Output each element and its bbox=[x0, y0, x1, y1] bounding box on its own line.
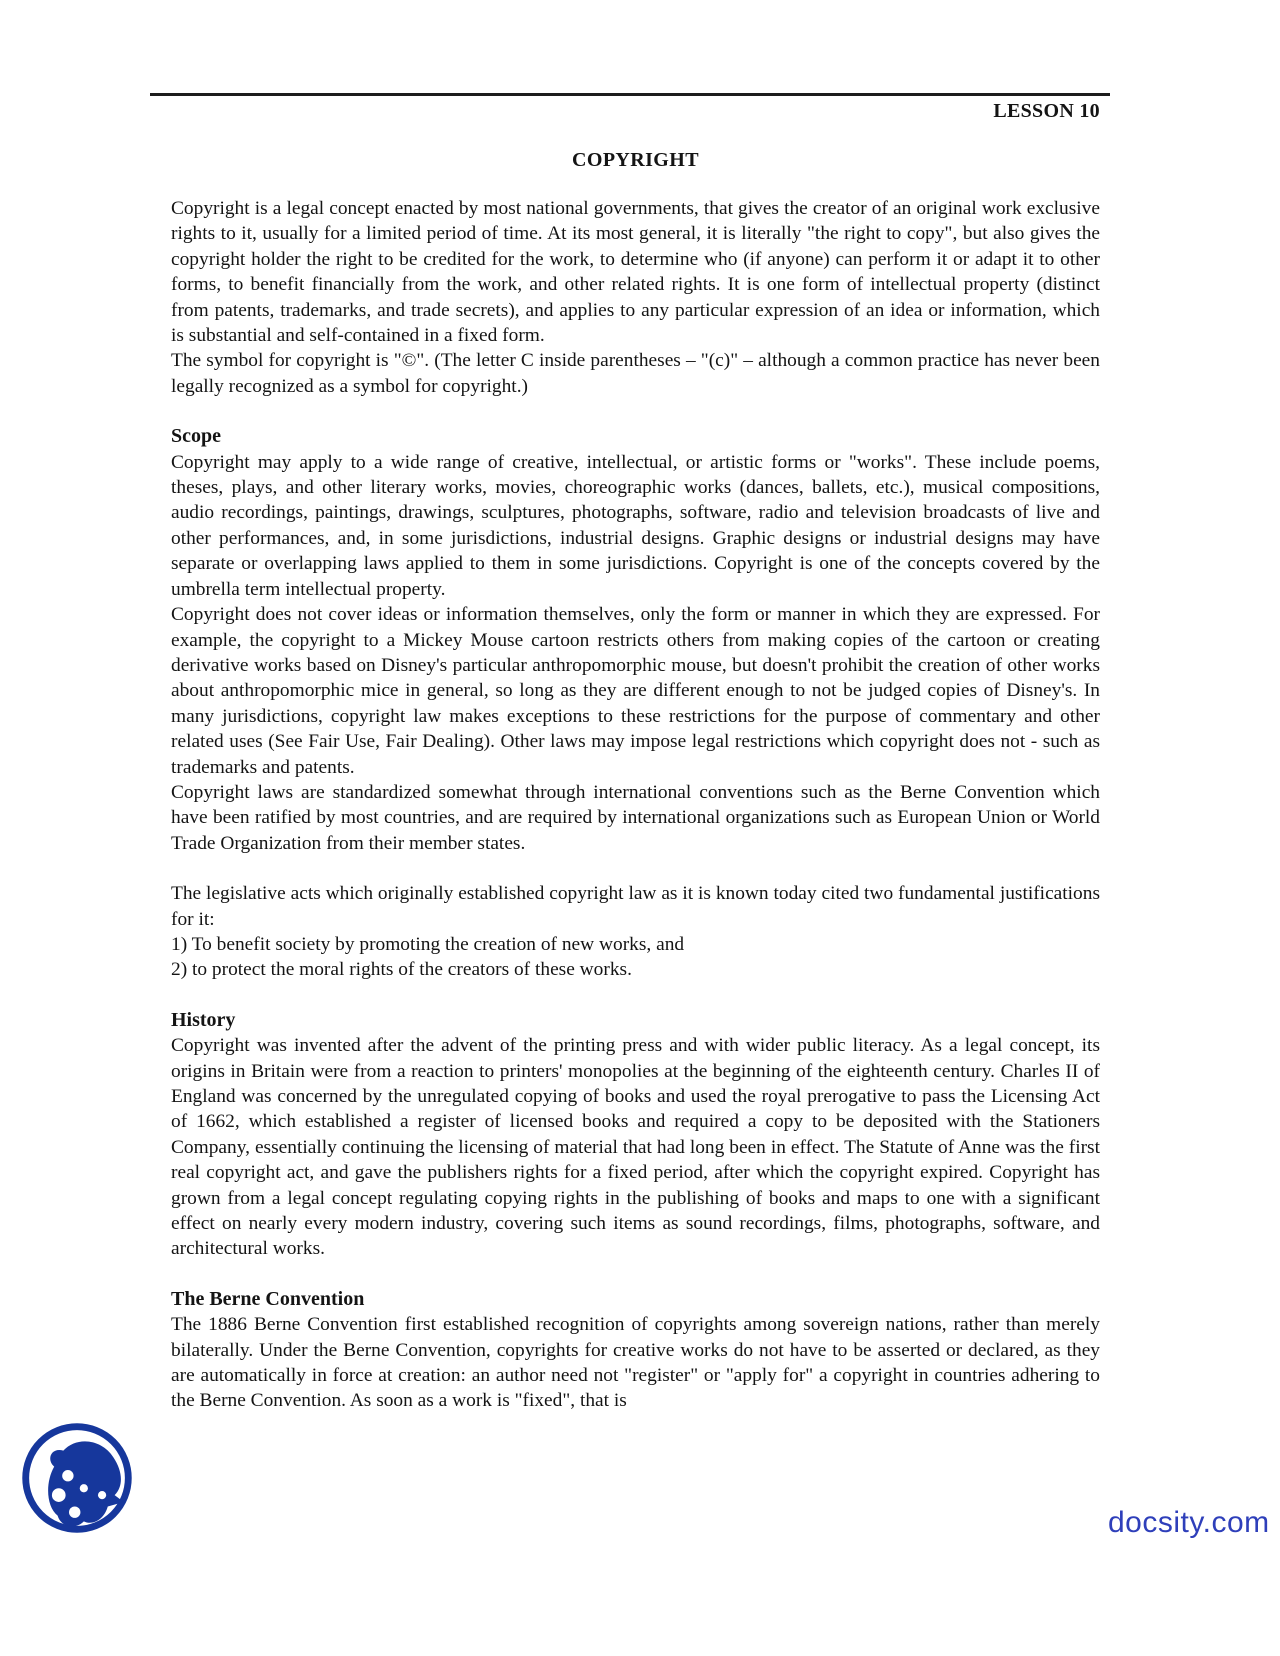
paragraph: Copyright may apply to a wide range of creative, intellectual, or artistic forms or "works". These include poems, theses, plays, and other literary works, movies, choreographic works (dances, ballets, etc.), musical compositions, audio recordings, paintings, drawings, sculptures, photographs, software, radio and television broadcasts of live and other performances, and, in some jurisdictions, industrial designs. Graphic designs or industrial designs may have separate or overlapping laws applied to them in some jurisdictions. Copyright is one of the concepts covered by the umbrella term intellectual property. bbox=[171, 451, 1100, 600]
section-heading: The Berne Convention bbox=[171, 1287, 365, 1310]
paragraph: The legislative acts which originally established copyright law as it is known today cited two fundamental justifications for it: bbox=[171, 883, 1100, 930]
docsity-watermark: docsity.com bbox=[1108, 1506, 1270, 1539]
section-heading: History bbox=[171, 1008, 236, 1031]
document-section bbox=[171, 424, 1100, 856]
paragraph: Copyright laws are standardized somewhat through international conventions such as the Berne Convention which have been ratified by most countries, and are required by international organizations such as European Union or World Trade Organization from their member states. bbox=[171, 781, 1100, 854]
document-section bbox=[171, 1008, 1100, 1262]
docsity-logo-icon bbox=[20, 1421, 134, 1535]
paragraph: Copyright does not cover ideas or information themselves, only the form or manner in which they are expressed. For example, the copyright to a Mickey Mouse cartoon restricts others from making copies of the cartoon or creating derivative works based on Disney's particular anthropomorphic mouse, but doesn't prohibit the creation of other works about anthropomorphic mice in general, so long as they are different enough to not be judged copies of Disney's. In many jurisdictions, copyright law makes exceptions to these restrictions for the purpose of commentary and other related uses (See Fair Use, Fair Dealing). Other laws may impose legal restrictions which copyright does not - such as trademarks and patents. bbox=[171, 604, 1100, 778]
document-section bbox=[171, 881, 1100, 983]
paragraph: 1) To benefit society by promoting the creation of new works, and bbox=[171, 933, 685, 955]
page-title: COPYRIGHT bbox=[572, 149, 699, 171]
section-heading: Scope bbox=[171, 425, 221, 448]
paragraph: The symbol for copyright is "©". (The letter C inside parentheses – "(c)" – although a common practice has never been legally recognized as a symbol for copyright.) bbox=[171, 350, 1100, 397]
document-section bbox=[171, 196, 1100, 399]
header-rule bbox=[150, 93, 1110, 96]
document-section bbox=[171, 1287, 1100, 1414]
paragraph: 2) to protect the moral rights of the creators of these works. bbox=[171, 959, 632, 981]
document-body bbox=[171, 196, 1100, 1414]
paragraph: Copyright was invented after the advent of the printing press and with wider public literacy. As a legal concept, its origins in Britain were from a reaction to printers' monopolies at the beginning of the eighteenth century. Charles II of England was concerned by the unregulated copying of books and used the royal prerogative to pass the Licensing Act of 1662, which established a register of licensed books and required a copy to be deposited with the Stationers Company, essentially continuing the licensing of material that had long been in effect. The Statute of Anne was the first real copyright act, and gave the publishers rights for a fixed period, after which the copyright expired. Copyright has grown from a legal concept regulating copying rights in the publishing of books and maps to one with a significant effect on nearly every modern industry, covering such items as sound recordings, films, photographs, software, and architectural works. bbox=[171, 1035, 1100, 1260]
paragraph: Copyright is a legal concept enacted by most national governments, that gives the creator of an original work exclusive rights to it, usually for a limited period of time. At its most general, it is literally "the right to copy", but also gives the copyright holder the right to be credited for the work, to determine who (if anyone) can perform it or adapt it to other forms, to benefit financially from the work, and other related rights. It is one form of intellectual property (distinct from patents, trademarks, and trade secrets), and applies to any particular expression of an idea or information, which is substantial and self-contained in a fixed form. bbox=[171, 198, 1100, 347]
paragraph: The 1886 Berne Convention first established recognition of copyrights among sovereign nations, rather than merely bilaterally. Under the Berne Convention, copyrights for creative works do not have to be asserted or declared, as they are automatically in force at creation: an author need not "register" or "apply for" a copyright in countries adhering to the Berne Convention. As soon as a work is "fixed", that is bbox=[171, 1314, 1100, 1412]
lesson-label: LESSON 10 bbox=[993, 100, 1100, 122]
